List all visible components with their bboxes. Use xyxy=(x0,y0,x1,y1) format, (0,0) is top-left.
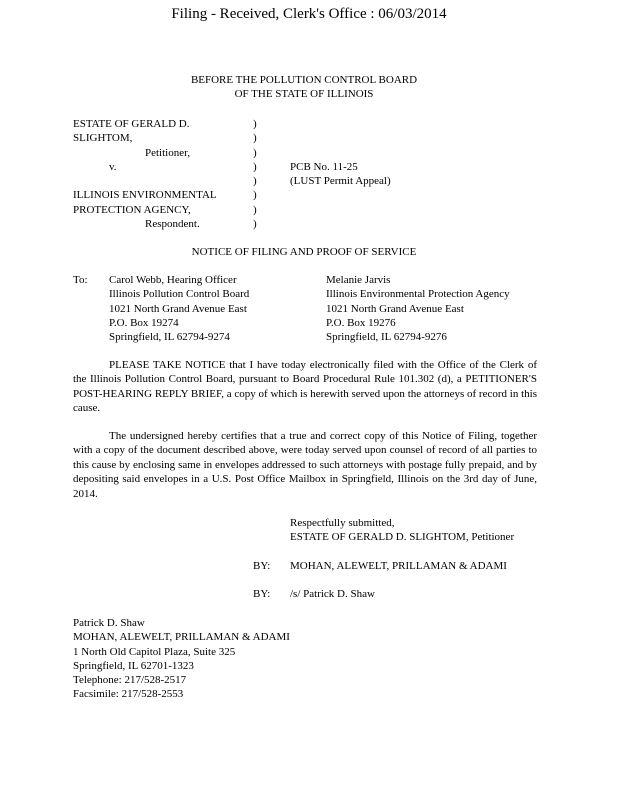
to-label: To: xyxy=(73,274,88,286)
caption-line: PROTECTION AGENCY, xyxy=(73,203,191,216)
recipient-block xyxy=(326,273,510,344)
recipient-line: Springfield, IL 62794-9274 xyxy=(109,331,230,344)
caption-line: SLIGHTOM, xyxy=(73,132,133,145)
caption-line: Respondent. xyxy=(145,218,200,231)
caption-line: ESTATE OF GERALD D. xyxy=(73,118,190,130)
recipient-line: Illinois Pollution Control Board xyxy=(109,288,250,301)
recipient-line: Carol Webb, Hearing Officer xyxy=(109,274,237,286)
submitting-party: ESTATE OF GERALD D. SLIGHTOM, Petitioner xyxy=(290,531,515,543)
caption-line: Petitioner, xyxy=(145,146,191,159)
signature: /s/ Patrick D. Shaw xyxy=(290,588,375,600)
by-label: BY: xyxy=(253,560,271,572)
attorney-block xyxy=(73,616,290,702)
caption-line: v. xyxy=(109,160,117,173)
recipient-line: 1021 North Grand Avenue East xyxy=(326,302,464,315)
attorney-line: Telephone: 217/528-2517 xyxy=(73,674,187,687)
caption-paren: ) xyxy=(253,160,257,173)
caption-parties xyxy=(73,117,217,231)
caption-paren: ) xyxy=(253,175,257,188)
caption-paren: ) xyxy=(253,118,257,130)
recipient-line: Illinois Environmental Protection Agency xyxy=(326,288,510,301)
caption-paren: ) xyxy=(253,218,257,231)
recipient-block xyxy=(109,273,249,344)
notice-paragraph-text: PLEASE TAKE NOTICE that I have today electronically filed with the Office of the Clerk of the Illinois Pollution Control Board, pursuant to Board Procedural Rule 101.302 (d), a PETITIONER'S POST-HEARING REPLY BRIEF, a copy of which is herewith served upon the attorneys of record in this cause. xyxy=(73,359,537,415)
caption-paren: ) xyxy=(253,189,257,202)
notice-paragraph xyxy=(73,358,537,416)
caption-line: ILLINOIS ENVIRONMENTAL xyxy=(73,189,217,202)
recipient-line: P.O. Box 19276 xyxy=(326,316,396,329)
recipient-line: 1021 North Grand Avenue East xyxy=(109,302,247,315)
caption-line xyxy=(73,174,217,188)
recipient-line: Springfield, IL 62794-9276 xyxy=(326,331,447,344)
firm-name: MOHAN, ALEWELT, PRILLAMAN & ADAMI xyxy=(290,560,507,572)
case-type: (LUST Permit Appeal) xyxy=(290,175,391,188)
by-label: BY: xyxy=(253,588,271,600)
case-number: PCB No. 11-25 xyxy=(290,161,358,173)
caption-case xyxy=(290,160,391,189)
respectfully-submitted: Respectfully submitted, xyxy=(290,517,395,529)
attorney-line: Springfield, IL 62701-1323 xyxy=(73,659,194,672)
attorney-line: Facsimile: 217/528-2553 xyxy=(73,688,184,701)
caption-paren: ) xyxy=(253,146,257,159)
caption-paren: ) xyxy=(253,132,257,145)
certificate-paragraph xyxy=(73,429,537,501)
heading-line-1: BEFORE THE POLLUTION CONTROL BOARD xyxy=(190,74,418,86)
attorney-line: 1 North Old Capitol Plaza, Suite 325 xyxy=(73,645,236,658)
recipient-line: Melanie Jarvis xyxy=(326,274,391,286)
attorney-line: MOHAN, ALEWELT, PRILLAMAN & ADAMI xyxy=(73,631,290,644)
caption-paren: ) xyxy=(253,203,257,216)
recipient-line: P.O. Box 19274 xyxy=(109,316,179,329)
attorney-line: Patrick D. Shaw xyxy=(73,617,145,629)
filing-stamp: Filing - Received, Clerk's Office : 06/03/2014 xyxy=(171,6,447,22)
notice-title: NOTICE OF FILING AND PROOF OF SERVICE xyxy=(191,246,417,258)
heading-line-2: OF THE STATE OF ILLINOIS xyxy=(234,88,374,100)
certificate-paragraph-text: The undersigned hereby certifies that a true and correct copy of this Notice of Filing, together with a copy of the document described above, were today served upon counsel of record of all parties to this cause by enclosing same in envelopes addressed to such attorneys with postage fully prepaid, and by depositing said envelopes in a U.S. Post Office Mailbox in Springfield, Illinois on the 3rd day of June, 2014. xyxy=(73,430,537,500)
caption-parentheses xyxy=(253,117,257,231)
